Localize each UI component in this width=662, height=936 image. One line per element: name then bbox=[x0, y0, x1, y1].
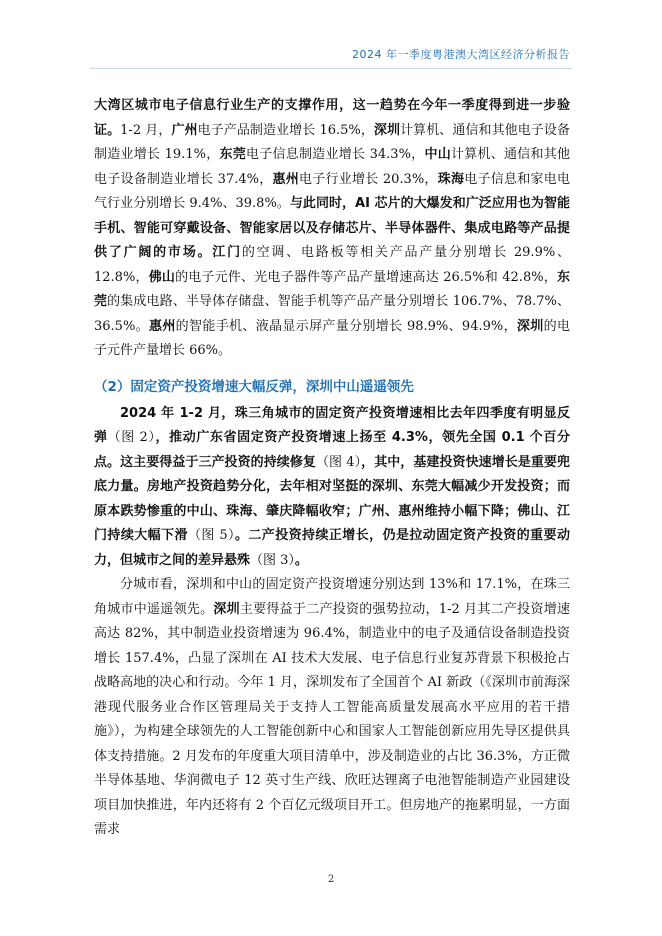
emphasized-text: 惠州 bbox=[272, 171, 299, 187]
paragraph-text: 主要得益于二产投资的强势拉动，1-2 月其二产投资增速高达 82%，其中制造业投资增速为 96.4%，制造业中的电子及通信设备制造投资增长 157.4%，凸显了深圳在 AI 技术大发展、电子信息行业复苏背景下积极抢占战略高地的决心和行动。今年 1 月，深圳发布了全国首个 AI 新政（《深圳市前海深港现代服务业合作区管理局关于支持人工智能高质量发展高水平应用的若干措施》），为构建全球领先的人工智能创新中心和国家人工智能创新应用先导区提供具体支持措施。2 月发布的年度重大项目清单中，涉及制造业的占比 36.3%，方正微半导体基地、华润微电子 12 英寸生产线、欣旺达锂离子电池智能制造产业园建设项目加快推进，年内还将有 2 个百亿元级项目开工。但房地产的拖累明显，一方面需求 bbox=[94, 601, 570, 837]
emphasized-text: 。 bbox=[294, 552, 308, 568]
emphasized-text: 广州 bbox=[171, 122, 198, 138]
emphasized-text: 深圳 bbox=[516, 318, 544, 334]
body-paragraph bbox=[94, 94, 570, 364]
emphasized-text: ，其中，基建投资快速增长是重要兜底力量。房地产投资趋势分化，去年相对坚挺的深圳、东莞大幅减少开发投资；而原本跌势惨重的中山、珠海、肇庆降幅收窄；广州、惠州维持小幅下降；佛山、江门持续大幅下滑 bbox=[94, 454, 570, 543]
paragraph-text: 电子信息制造业增长 34.3%， bbox=[245, 147, 425, 162]
paragraph-text: 电子信息和家电电气行业分别增长 9.4%、39.8%。 bbox=[94, 171, 570, 211]
emphasized-text: 深圳 bbox=[213, 601, 240, 617]
emphasized-text: 大湾区城市电子信息行业生产的支撑作用，这一趋势在今年一季度得到进一步验证。 bbox=[94, 98, 570, 138]
paragraph-text: 计算机、通信和其他电子设备制造业增长 19.1%， bbox=[94, 122, 570, 162]
emphasized-text: 东莞 bbox=[94, 269, 570, 309]
paragraph-text: （图 3） bbox=[250, 552, 295, 568]
emphasized-text: 中山 bbox=[424, 147, 451, 162]
emphasized-text: 与此同时，AI 芯片的大爆发和广泛应用也为智能手机、智能可穿戴设备、智能家居以及存储芯片、半导体器件、集成电路等产品提供了广阔的市场。 bbox=[94, 196, 570, 260]
emphasized-text: 深圳 bbox=[373, 122, 401, 138]
body-paragraph bbox=[94, 573, 570, 843]
report-header-title: 2024 年一季度粤港澳大湾区经济分析报告 bbox=[352, 48, 570, 61]
paragraph-text: （图 5） bbox=[187, 528, 235, 543]
emphasized-text: 江门 bbox=[212, 245, 242, 260]
emphasized-text: 惠州 bbox=[148, 318, 176, 334]
paragraph-text: 电子行业增长 20.3%， bbox=[298, 171, 438, 187]
emphasized-text: 。二产投资持续正增长，仍是拉动固定资产投资的重要动力，但城市之间的差异悬殊 bbox=[94, 528, 570, 568]
paragraph-text: 计算机、通信和其他电子设备制造业增长 37.4%， bbox=[94, 147, 570, 187]
document-body bbox=[94, 94, 570, 843]
section-heading: （2）固定资产投资增速大幅反弹，深圳中山遥遥领先 bbox=[94, 378, 414, 395]
emphasized-text: ，推动广东省固定资产投资增速上扬至 4.3%，领先全国 0.1 个百分点。这主要得益于三产投资的持续修复 bbox=[94, 430, 570, 470]
page-number: 2 bbox=[327, 874, 335, 885]
paragraph-text: 分城市看，深圳和中山的固定资产投资增速分别达到 13%和 17.1%，在珠三角城市中遥遥领先。 bbox=[94, 577, 570, 617]
paragraph-text: 的电子元件、光电子器件等产品产量增速高达 26.5%和 42.8%， bbox=[175, 269, 557, 285]
body-paragraph bbox=[94, 402, 570, 574]
emphasized-text: 东莞 bbox=[219, 147, 246, 162]
header-divider bbox=[90, 68, 572, 69]
emphasized-text: 佛山 bbox=[148, 269, 176, 285]
paragraph-text: 1-2 月， bbox=[120, 122, 172, 138]
emphasized-text: 珠海 bbox=[437, 171, 465, 187]
paragraph-text: 的集成电路、半导体存储盘、智能手机等产品产量分别增长 106.7%、78.7%、36.5%。 bbox=[94, 294, 570, 334]
emphasized-text: 2024 年 1-2 月，珠三角城市的固定资产投资增速相比去年四季度有明显反弹 bbox=[94, 405, 570, 445]
paragraph-text: 的空调、电路板等相关产品产量分别增长 29.9%、12.8%， bbox=[94, 245, 570, 285]
paragraph-text: 的智能手机、液晶显示屏产量分别增长 98.9%、94.9%， bbox=[175, 318, 517, 334]
paragraph-text: 电子产品制造业增长 16.5%， bbox=[197, 122, 374, 138]
paragraph-text: （图 2） bbox=[107, 430, 156, 445]
paragraph-text: 的电子元件产量增长 66%。 bbox=[94, 318, 570, 358]
paragraph-text: （图 4） bbox=[315, 454, 362, 470]
